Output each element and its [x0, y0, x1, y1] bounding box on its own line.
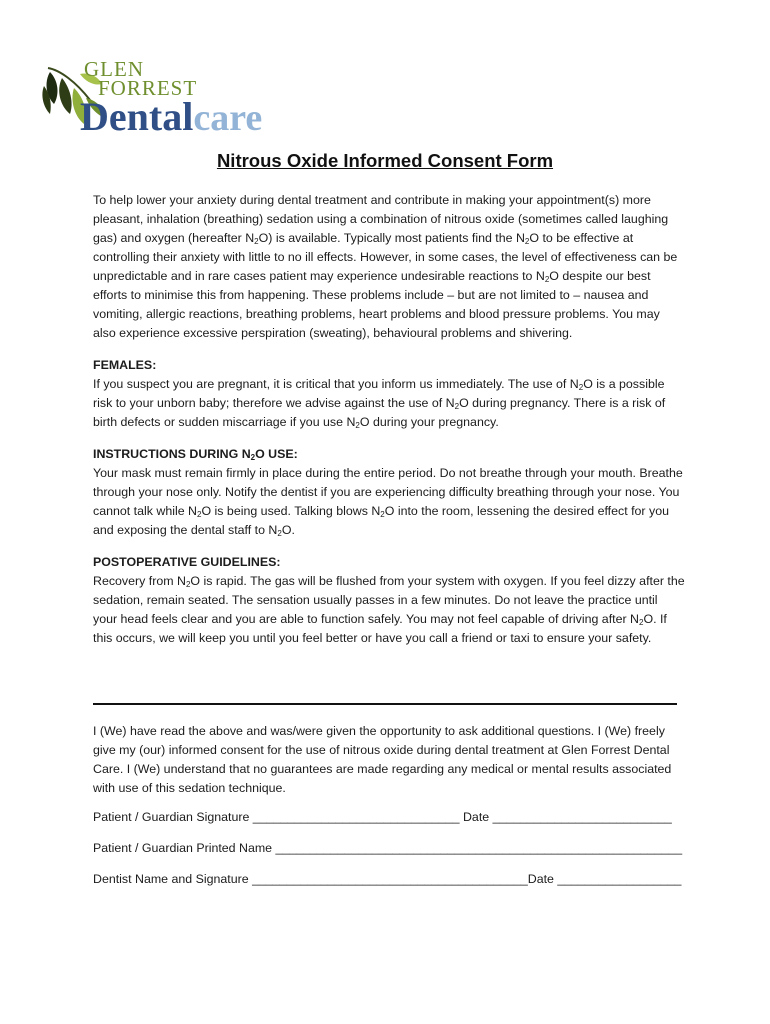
- instructions-section: INSTRUCTIONS DURING $N_2O$ USE: Your mask must remain firmly in place during the entire period. Do not breathe through your mouth. Breathe through your nose only. Notify the dentist if you are experiencing difficulty breathing through your nose. You cannot talk while $N_2O$ is being used. Talking blows $N_2O$ into the room, lessening the desired effect for you and exposing the dental staff to $N_2O$.: [93, 445, 685, 540]
- instructions-heading: INSTRUCTIONS DURING $N_2O$ USE:: [93, 447, 298, 462]
- dentist-signature-line[interactable]: Dentist Name and Signature ________________________________________Date __________________: [93, 872, 682, 886]
- patient-signature-line[interactable]: Patient / Guardian Signature ______________________________ Date __________________________: [93, 810, 672, 824]
- females-heading: FEMALES:: [93, 358, 157, 372]
- females-section: FEMALES: If you suspect you are pregnant, it is critical that you inform us immediately. The use of $N_2O$ is a possible risk to your unborn baby; therefore we advise against the use of $N_2O$ during pregnancy. There is a risk of birth defects or sudden miscarriage if you use $N_2O$ during your pregnancy.: [93, 356, 685, 432]
- consent-statement: I (We) have read the above and was/were given the opportunity to ask additional questions. I (We) freely give my (our) informed consent for the use of nitrous oxide during dental treatment at Glen Forrest Dental Care. I (We) understand that no guarantees are made regarding any medical or mental results associated with use of this sedation technique.: [93, 724, 672, 795]
- logo-brand-dental: Dental: [80, 94, 194, 139]
- form-body: [93, 191, 685, 661]
- logo-line-forrest: FORREST: [98, 76, 198, 100]
- postoperative-section: POSTOPERATIVE GUIDELINES: Recovery from $N_2O$ is rapid. The gas will be flushed from your system with oxygen. If you feel dizzy after the sedation, remain seated. The sensation usually passes in a few minutes. Do not leave the practice until your head feels clear and you are able to function safely. You may not feel capable of driving after $N_2O$. If this occurs, we will keep you until you feel better or have you call a friend or taxi to ensure your safety.: [93, 555, 685, 645]
- clinic-logo: [40, 57, 320, 139]
- intro-paragraph: To help lower your anxiety during dental treatment and contribute in making your appointment(s) more pleasant, inhalation (breathing) sedation using a combination of nitrous oxide (sometimes called laughing gas) and oxygen (hereafter $N_2O$) is available. Typically most patients find the $N_2O$ to be effective at controlling their anxiety with little to no ill effects. However, in some cases, the level of effectiveness can be unpredictable and in rare cases patient may experience undesirable reactions to $N_2O$ despite our best efforts to minimise this from happening. These problems include – but are not limited to – nausea and vomiting, allergic reactions, breathing problems, heart problems and blood pressure problems. You may also experience excessive perspiration (sweating), behavioural problems and shivering.: [93, 193, 678, 340]
- patient-printed-name-line[interactable]: Patient / Guardian Printed Name ___________________________________________________________: [93, 841, 683, 855]
- form-title: Nitrous Oxide Informed Consent Form: [216, 150, 554, 171]
- postoperative-heading: POSTOPERATIVE GUIDELINES:: [93, 555, 281, 569]
- logo-brand: [80, 94, 263, 145]
- section-divider: [93, 703, 677, 705]
- logo-line-glen: GLEN: [84, 57, 144, 81]
- logo-brand-care: care: [193, 97, 263, 139]
